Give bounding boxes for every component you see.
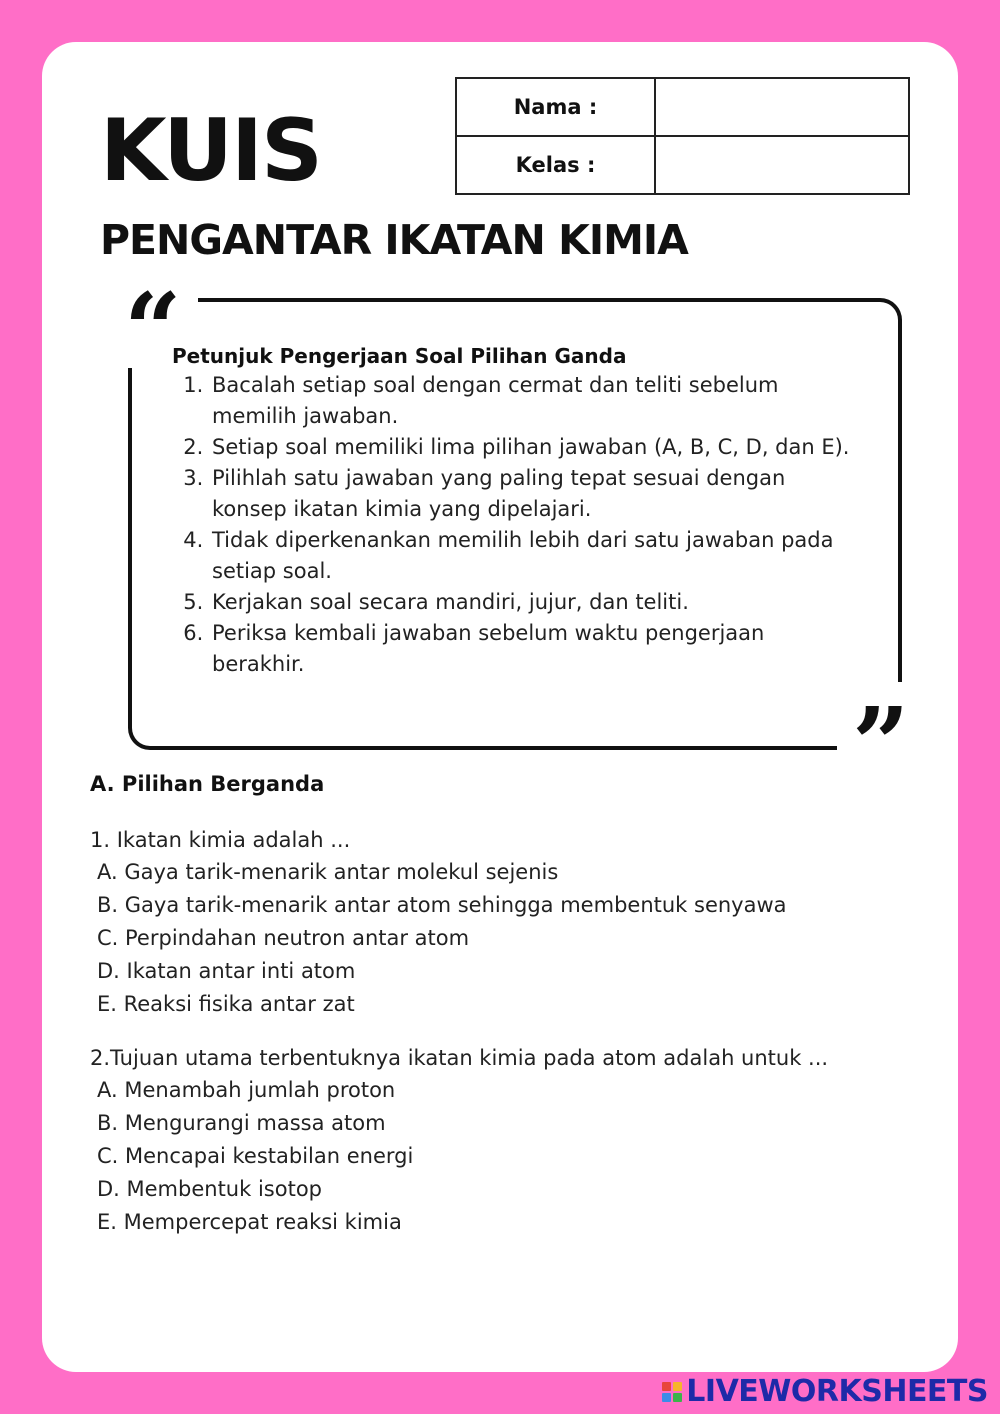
name-row (456, 78, 909, 136)
open-quote-icon: “ (124, 271, 182, 389)
instructions-box (172, 344, 862, 680)
liveworksheets-logo-icon (662, 1382, 682, 1402)
name-label: Nama : (456, 78, 655, 136)
answer-option[interactable]: D. Membentuk isotop (97, 1177, 322, 1201)
instruction-item: 4. Tidak diperkenankan memilih lebih dari satu jawaban pada setiap soal. (210, 525, 862, 587)
answer-option[interactable]: D. Ikatan antar inti atom (97, 959, 356, 983)
answer-option[interactable]: E. Reaksi fisika antar zat (97, 992, 355, 1016)
instruction-item: 5. Kerjakan soal secara mandiri, jujur, dan teliti. (210, 587, 862, 618)
question-text: 2.Tujuan utama terbentuknya ikatan kimia pada atom adalah untuk ... (90, 1046, 829, 1070)
answer-option[interactable]: C. Mencapai kestabilan energi (97, 1144, 414, 1168)
instructions-list (172, 370, 862, 680)
instructions-title: Petunjuk Pengerjaan Soal Pilihan Ganda (172, 344, 627, 368)
class-field[interactable] (655, 136, 909, 194)
answer-option[interactable]: E. Mempercepat reaksi kimia (97, 1210, 402, 1234)
logo-square (673, 1393, 682, 1402)
question-text: 1. Ikatan kimia adalah ... (90, 828, 351, 852)
question-1 (90, 824, 930, 1021)
instruction-item: 6. Periksa kembali jawaban sebelum waktu pengerjaan berakhir. (210, 618, 862, 680)
liveworksheets-brand[interactable] (662, 1374, 988, 1409)
logo-square (673, 1382, 682, 1391)
logo-square (662, 1382, 671, 1391)
answer-option[interactable]: B. Gaya tarik-menarik antar atom sehingga membentuk senyawa (97, 893, 787, 917)
page-title: KUIS (100, 101, 321, 201)
answer-option[interactable]: C. Perpindahan neutron antar atom (97, 926, 470, 950)
instruction-item: 1. Bacalah setiap soal dengan cermat dan teliti sebelum memilih jawaban. (210, 370, 862, 432)
question-2 (90, 1042, 930, 1239)
instruction-item: 3. Pilihlah satu jawaban yang paling tepat sesuai dengan konsep ikatan kimia yang dipelajari. (210, 463, 862, 525)
logo-square (662, 1393, 671, 1402)
close-quote-icon: ” (852, 685, 910, 803)
class-row (456, 136, 909, 194)
instruction-item: 2. Setiap soal memiliki lima pilihan jawaban (A, B, C, D, dan E). (210, 432, 862, 463)
answer-option[interactable]: B. Mengurangi massa atom (97, 1111, 386, 1135)
answer-option[interactable]: A. Gaya tarik-menarik antar molekul sejenis (97, 860, 559, 884)
page-subtitle: PENGANTAR IKATAN KIMIA (100, 216, 688, 264)
section-title: A. Pilihan Berganda (90, 772, 325, 796)
identity-table (455, 77, 910, 195)
answer-option[interactable]: A. Menambah jumlah proton (97, 1078, 396, 1102)
name-field[interactable] (655, 78, 909, 136)
brand-text: LIVEWORKSHEETS (686, 1374, 988, 1409)
class-label: Kelas : (456, 136, 655, 194)
